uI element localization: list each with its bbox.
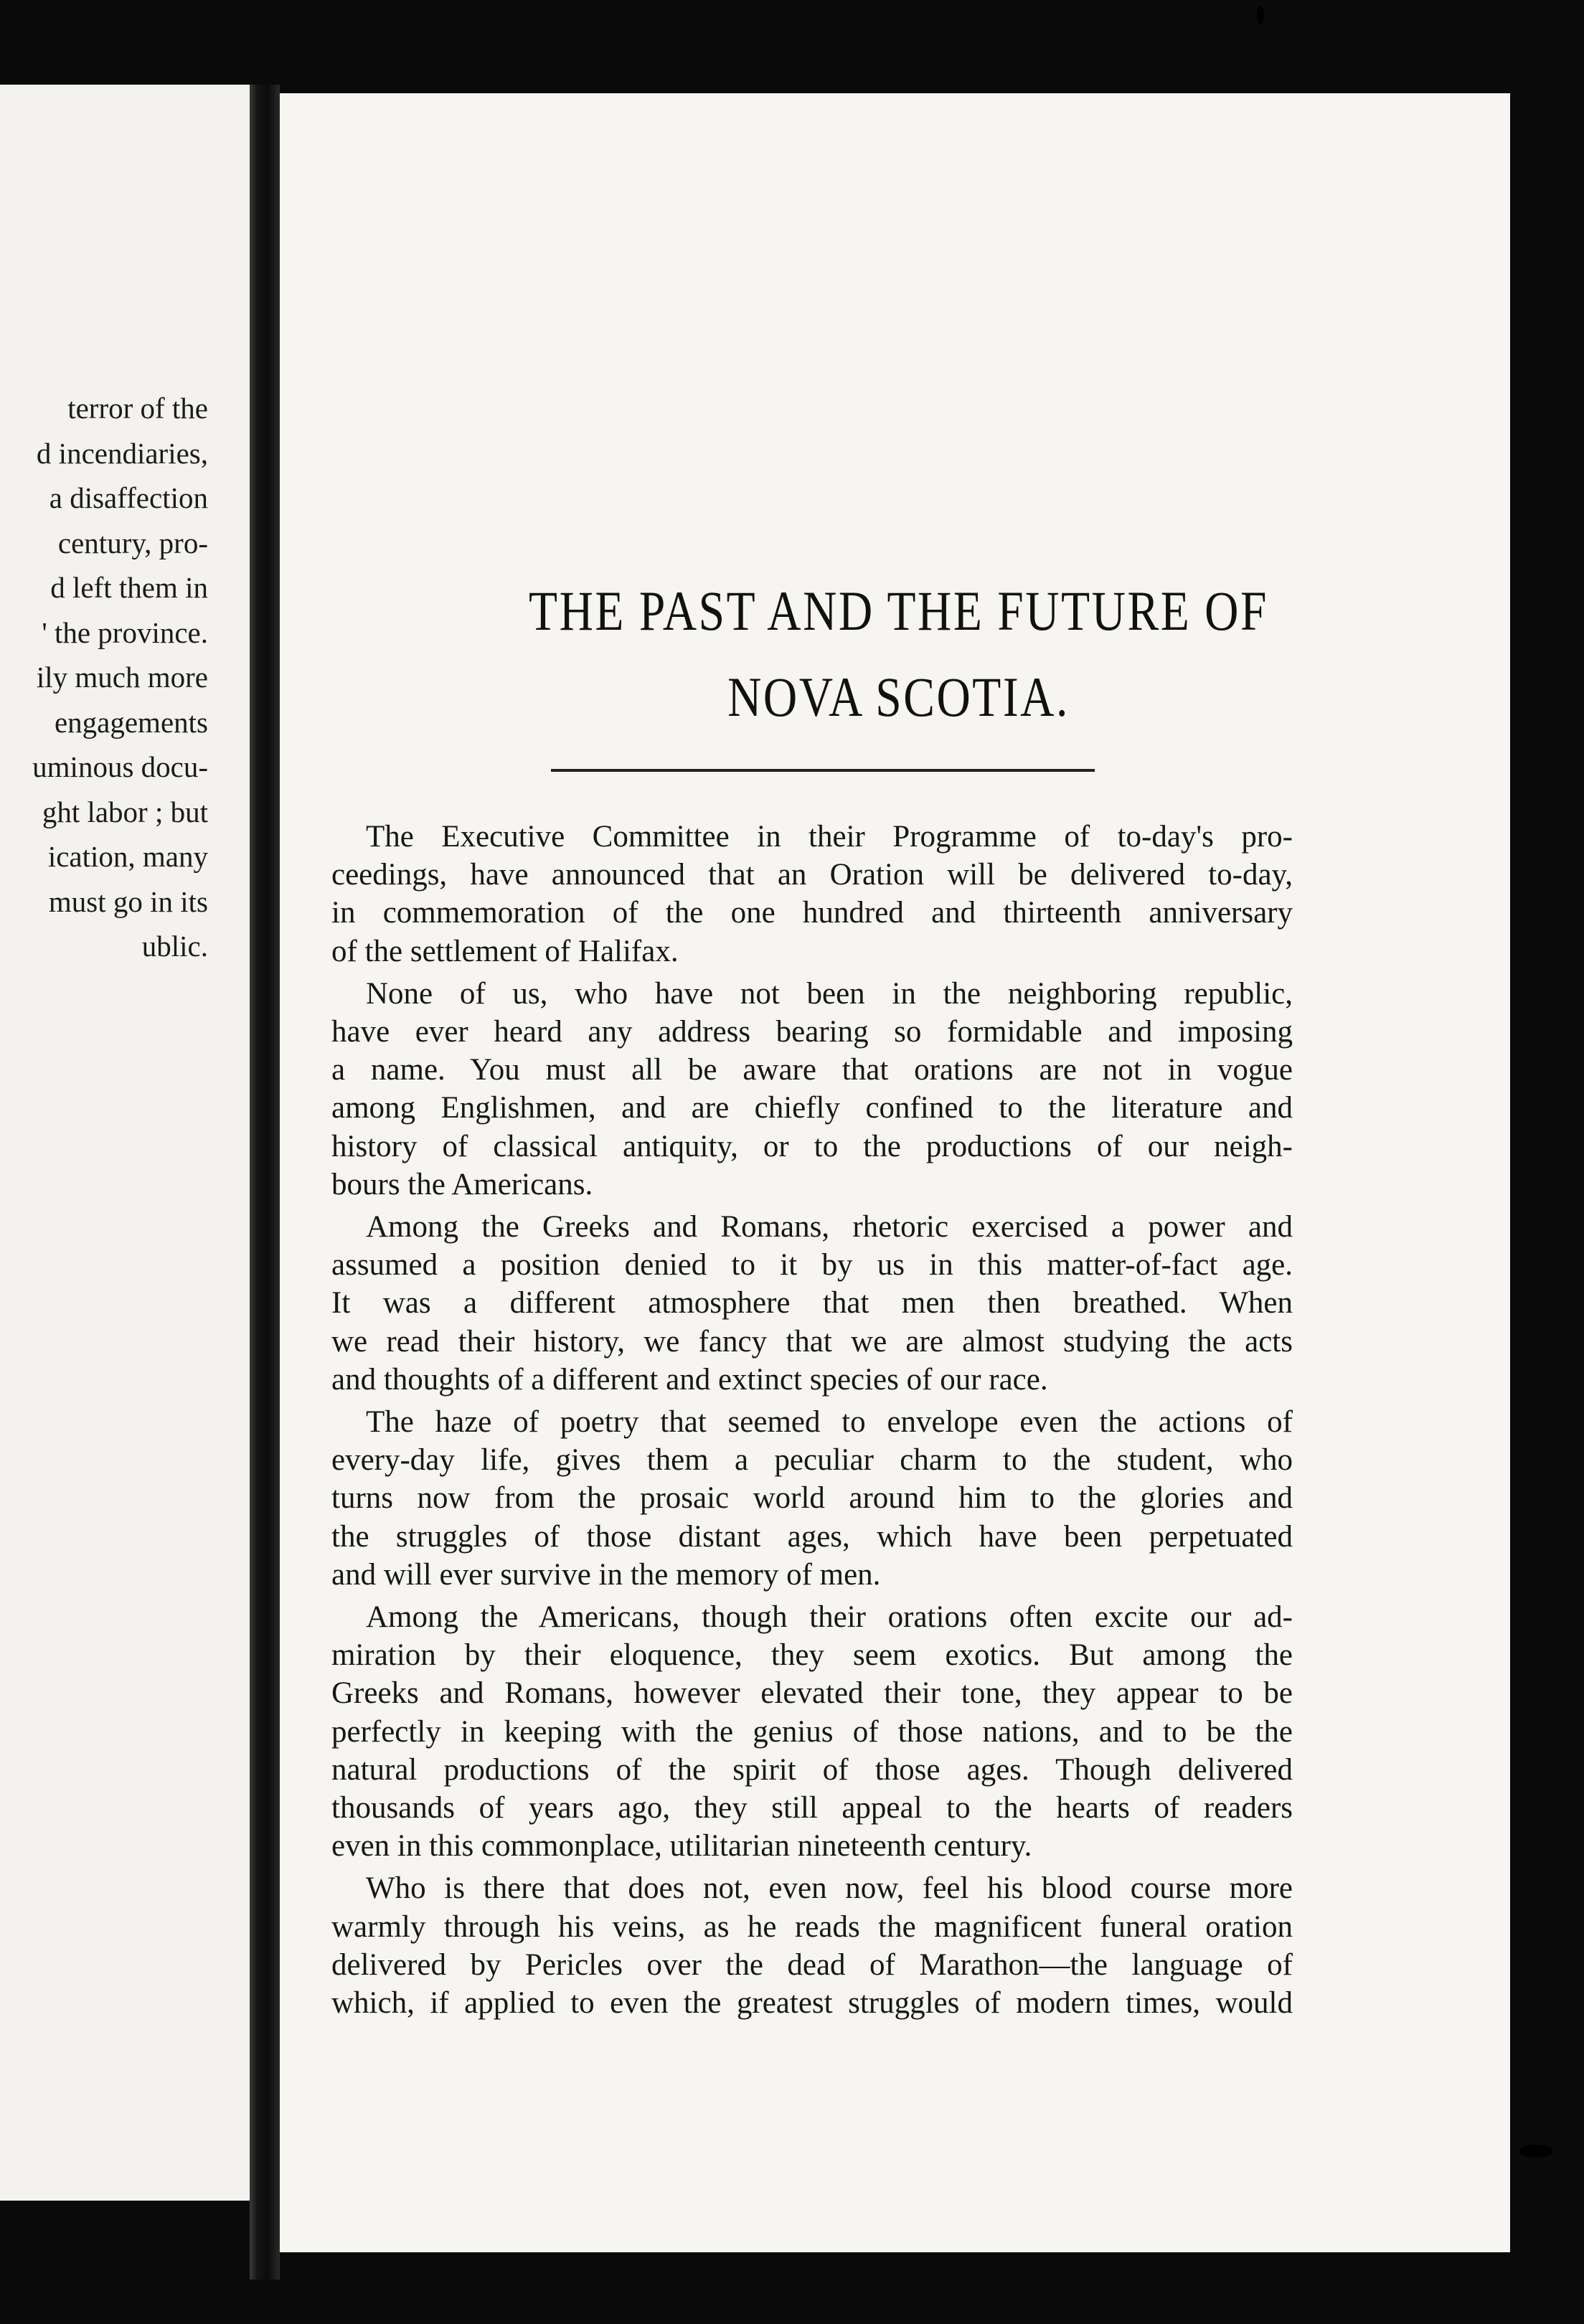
text-line: history of classical antiquity, or to the productions of our neigh- — [331, 1129, 1293, 1163]
text-line: Who is there that does not, even now, feel his blood course more — [366, 1871, 1293, 1906]
left-line: century, pro- — [57, 526, 208, 559]
text-line: natural productions of the spirit of those ages. Though delivered — [331, 1752, 1293, 1787]
paragraph — [331, 1869, 1293, 2022]
text-line: thousands of years ago, they still appeal to the hearts of readers — [331, 1791, 1293, 1825]
text-line: every-day life, gives them a peculiar charm to the student, who — [331, 1443, 1293, 1478]
title-rule — [551, 769, 1095, 772]
text-line: delivered by Pericles over the dead of Marathon—the language of — [331, 1947, 1293, 1982]
text-line: None of us, who have not been in the neighboring republic, — [366, 976, 1293, 1011]
text-line: ceedings, have announced that an Oration will be delivered to-day, — [331, 858, 1293, 892]
scan-speck — [1519, 2145, 1552, 2158]
paragraph — [331, 1403, 1293, 1594]
left-page — [0, 85, 250, 2201]
text-line: a name. You must all be aware that orations are not in vogue — [331, 1053, 1293, 1087]
text-line: the struggles of those distant ages, which have been perpetuated — [331, 1519, 1293, 1554]
left-line: d incendiaries, — [36, 436, 208, 470]
left-line: ily much more — [36, 661, 208, 694]
left-line: must go in its — [48, 884, 208, 918]
text-line: and thoughts of a different and extinct species of our race. — [331, 1362, 1048, 1397]
left-line: terror of the — [67, 392, 208, 425]
body-text — [331, 818, 1293, 2022]
title-line-2: NOVA SCOTIA. — [727, 666, 1070, 728]
text-line: It was a different atmosphere that men then breathed. When — [331, 1286, 1293, 1321]
text-line: which, if applied to even the greatest struggles of modern times, would — [331, 1986, 1293, 2021]
text-line: The Executive Committee in their Programme of to-day's pro- — [366, 820, 1293, 854]
left-line: uminous docu- — [32, 750, 208, 783]
text-line: turns now from the prosaic world around him to the glories and — [331, 1481, 1293, 1516]
left-line: ' the province. — [42, 615, 208, 649]
text-line: even in this commonplace, utilitarian nineteenth century. — [331, 1829, 1032, 1864]
text-line: we read their history, we fancy that we are almost studying the acts — [331, 1324, 1293, 1359]
paragraph — [331, 1208, 1293, 1399]
left-line: ublic. — [141, 930, 208, 963]
paragraph — [331, 975, 1293, 1204]
text-line: and will ever survive in the memory of men. — [331, 1557, 881, 1592]
paragraph — [331, 818, 1293, 970]
left-line: ght labor ; but — [42, 795, 208, 828]
text-line: have ever heard any address bearing so formidable and imposing — [331, 1015, 1293, 1049]
book-gutter — [250, 85, 280, 2280]
text-line: perfectly in keeping with the genius of those nations, and to be the — [331, 1714, 1293, 1749]
paragraph — [331, 1598, 1293, 1865]
text-line: among Englishmen, and are chiefly confined to the literature and — [331, 1091, 1293, 1125]
title-line-1: THE PAST AND THE FUTURE OF — [529, 580, 1268, 642]
text-line: assumed a position denied to it by us in this matter-of-fact age. — [331, 1248, 1293, 1283]
left-page-text — [0, 386, 208, 969]
text-line: Among the Americans, though their orations often excite our ad- — [366, 1600, 1293, 1635]
left-line: ication, many — [47, 840, 208, 873]
left-line: d left them in — [50, 571, 208, 604]
left-line: engagements — [54, 705, 208, 739]
left-line: a disaffection — [49, 481, 208, 514]
text-line: miration by their eloquence, they seem exotics. But among the — [331, 1638, 1293, 1673]
text-line: in commemoration of the one hundred and thirteenth anniversary — [331, 896, 1293, 930]
text-line: of the settlement of Halifax. — [331, 934, 679, 968]
right-page — [280, 93, 1510, 2252]
text-line: Greeks and Romans, however elevated their tone, they appear to be — [331, 1676, 1293, 1711]
title-block — [280, 575, 1510, 733]
text-line: Among the Greeks and Romans, rhetoric exercised a power and — [366, 1210, 1293, 1244]
text-line: warmly through his veins, as he reads the magnificent funeral oration — [331, 1909, 1293, 1944]
text-line: The haze of poetry that seemed to envelope even the actions of — [366, 1405, 1293, 1440]
text-line: bours the Americans. — [331, 1167, 593, 1201]
scan-speck — [1257, 6, 1264, 24]
